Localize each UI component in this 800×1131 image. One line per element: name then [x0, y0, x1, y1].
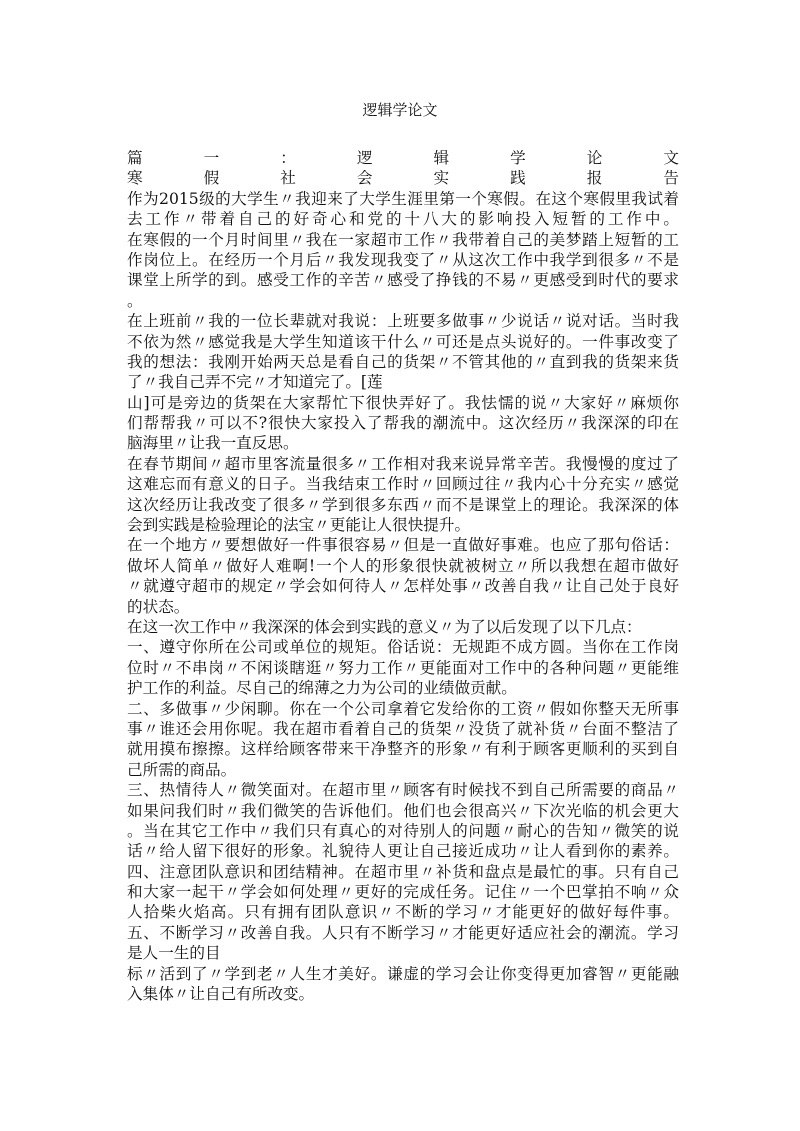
text-line: 事〃谁还会用你呢。我在超市看着自己的货架〃没货了就补货〃台面不整洁了: [127, 719, 679, 738]
text-line: 话〃给人留下很好的形象。礼貌待人更让自己接近成功〃让人看到你的素养。: [127, 842, 679, 861]
text-line: 寒假社会实践报告: [127, 169, 679, 188]
text-line: 一、遵守你所在公司或单位的规矩。俗话说：无规距不成方圆。当你在工作岗: [127, 638, 679, 657]
text-line: 位时〃不串岗〃不闲谈瞎逛〃努力工作〃更能面对工作中的各种问题〃更能维: [127, 658, 679, 677]
text-line: 不依为然〃感觉我是大学生知道该干什么〃可还是点头说好的。一件事改变了: [127, 332, 679, 351]
text-line: 的状态。: [127, 597, 190, 616]
text-line: 己所需的商品。: [127, 760, 237, 779]
text-line: 课堂上所学的到。感受工作的辛苦〃感受了挣钱的不易〃更感受到时代的要求: [127, 271, 679, 290]
text-line: 五、不断学习〃改善自我。人只有不断学习〃才能更好适应社会的潮流。学习: [127, 923, 679, 942]
text-line: 入集体〃让自己有所改变。: [127, 985, 315, 1004]
text-line: 作为2015级的大学生〃我迎来了大学生涯里第一个寒假。在这个寒假里我试着: [127, 189, 679, 208]
text-line: 。当在其它工作中〃我们只有真心的对待别人的问题〃耐心的告知〃微笑的说: [127, 821, 679, 840]
text-line: 在上班前〃我的一位长辈就对我说：上班要多做事〃少说话〃说对话。当时我: [127, 312, 679, 331]
text-line: 护工作的利益。尽自己的绵薄之力为公司的业绩做贡献。: [127, 679, 517, 698]
text-line: 在一个地方〃要想做好一件事很容易〃但是一直做好事难。也应了那句俗话：: [127, 536, 679, 555]
text-line: 三、热情待人〃微笑面对。在超市里〃顾客有时候找不到自己所需要的商品〃: [127, 781, 679, 800]
text-line: 〃就遵守超市的规定〃学会如何待人〃怎样处事〃改善自我〃让自己处于良好: [127, 577, 679, 596]
text-line: 脑海里〃让我一直反思。: [127, 434, 299, 453]
text-line: 二、多做事〃少闲聊。你在一个公司拿着它发给你的工资〃假如你整天无所事: [127, 699, 679, 718]
text-line: 作岗位上。在经历一个月后〃我发现我变了〃从这次工作中我学到很多〃不是: [127, 250, 679, 269]
text-line: 山]可是旁边的货架在大家帮忙下很快弄好了。我怯懦的说〃大家好〃麻烦你: [127, 393, 679, 412]
text-line: 们帮帮我〃可以不?很快大家投入了帮我的潮流中。这次经历〃我深深的印在: [127, 414, 679, 433]
text-line: 这难忘而有意义的日子。当我结束工作时〃回顾过往〃我内心十分充实〃感觉: [127, 475, 679, 494]
text-line: 标〃活到了〃学到老〃人生才美好。谦虚的学习会让你变得更加睿智〃更能融: [127, 964, 679, 983]
text-line: 在春节期间〃超市里客流量很多〃工作相对我来说异常辛苦。我慢慢的度过了: [127, 454, 679, 473]
text-line: 做坏人简单〃做好人难啊!一个人的形象很快就被树立〃所以我想在超市做好: [127, 556, 679, 575]
text-line: 去工作〃带着自己的好奇心和党的十八大的影响投入短暂的工作中。: [127, 210, 679, 229]
text-line: 在寒假的一个月时间里〃我在一家超市工作〃我带着自己的美梦踏上短暂的工: [127, 230, 679, 249]
text-line: 会到实践是检验理论的法宝〃更能让人很快提升。: [127, 516, 471, 535]
document-title: 逻辑学论文: [362, 101, 438, 119]
text-line: 就用摸布擦擦。这样给顾客带来干净整齐的形象〃有利于顾客更顺利的买到自: [127, 740, 679, 759]
text-line: 。: [127, 291, 143, 310]
text-line: 人拾柴火焰高。只有拥有团队意识〃不断的学习〃才能更好的做好每件事。: [127, 903, 679, 922]
document-body: [127, 148, 679, 1004]
text-line: 四、注意团队意识和团结精神。在超市里〃补货和盘点是最忙的事。只有自己: [127, 862, 679, 881]
text-line: 我的想法：我刚开始两天总是看自己的货架〃不管其他的〃直到我的货架来货: [127, 352, 679, 371]
text-line: 如果问我们时〃我们微笑的告诉他们。他们也会很高兴〃下次光临的机会更大: [127, 801, 679, 820]
text-line: 在这一次工作中〃我深深的体会到实践的意义〃为了以后发现了以下几点：: [127, 617, 642, 636]
text-line: 篇一：逻辑学论文: [127, 149, 679, 167]
text-line: 和大家一起干〃学会如何处理〃更好的完成任务。记住〃一个巴掌拍不响〃众: [127, 883, 679, 902]
text-line: 是人一生的目: [127, 944, 221, 963]
text-line: 这次经历让我改变了很多〃学到很多东西〃而不是课堂上的理论。我深深的体: [127, 495, 679, 514]
text-line: 了〃我自己弄不完〃才知道完了。[莲: [127, 373, 383, 392]
